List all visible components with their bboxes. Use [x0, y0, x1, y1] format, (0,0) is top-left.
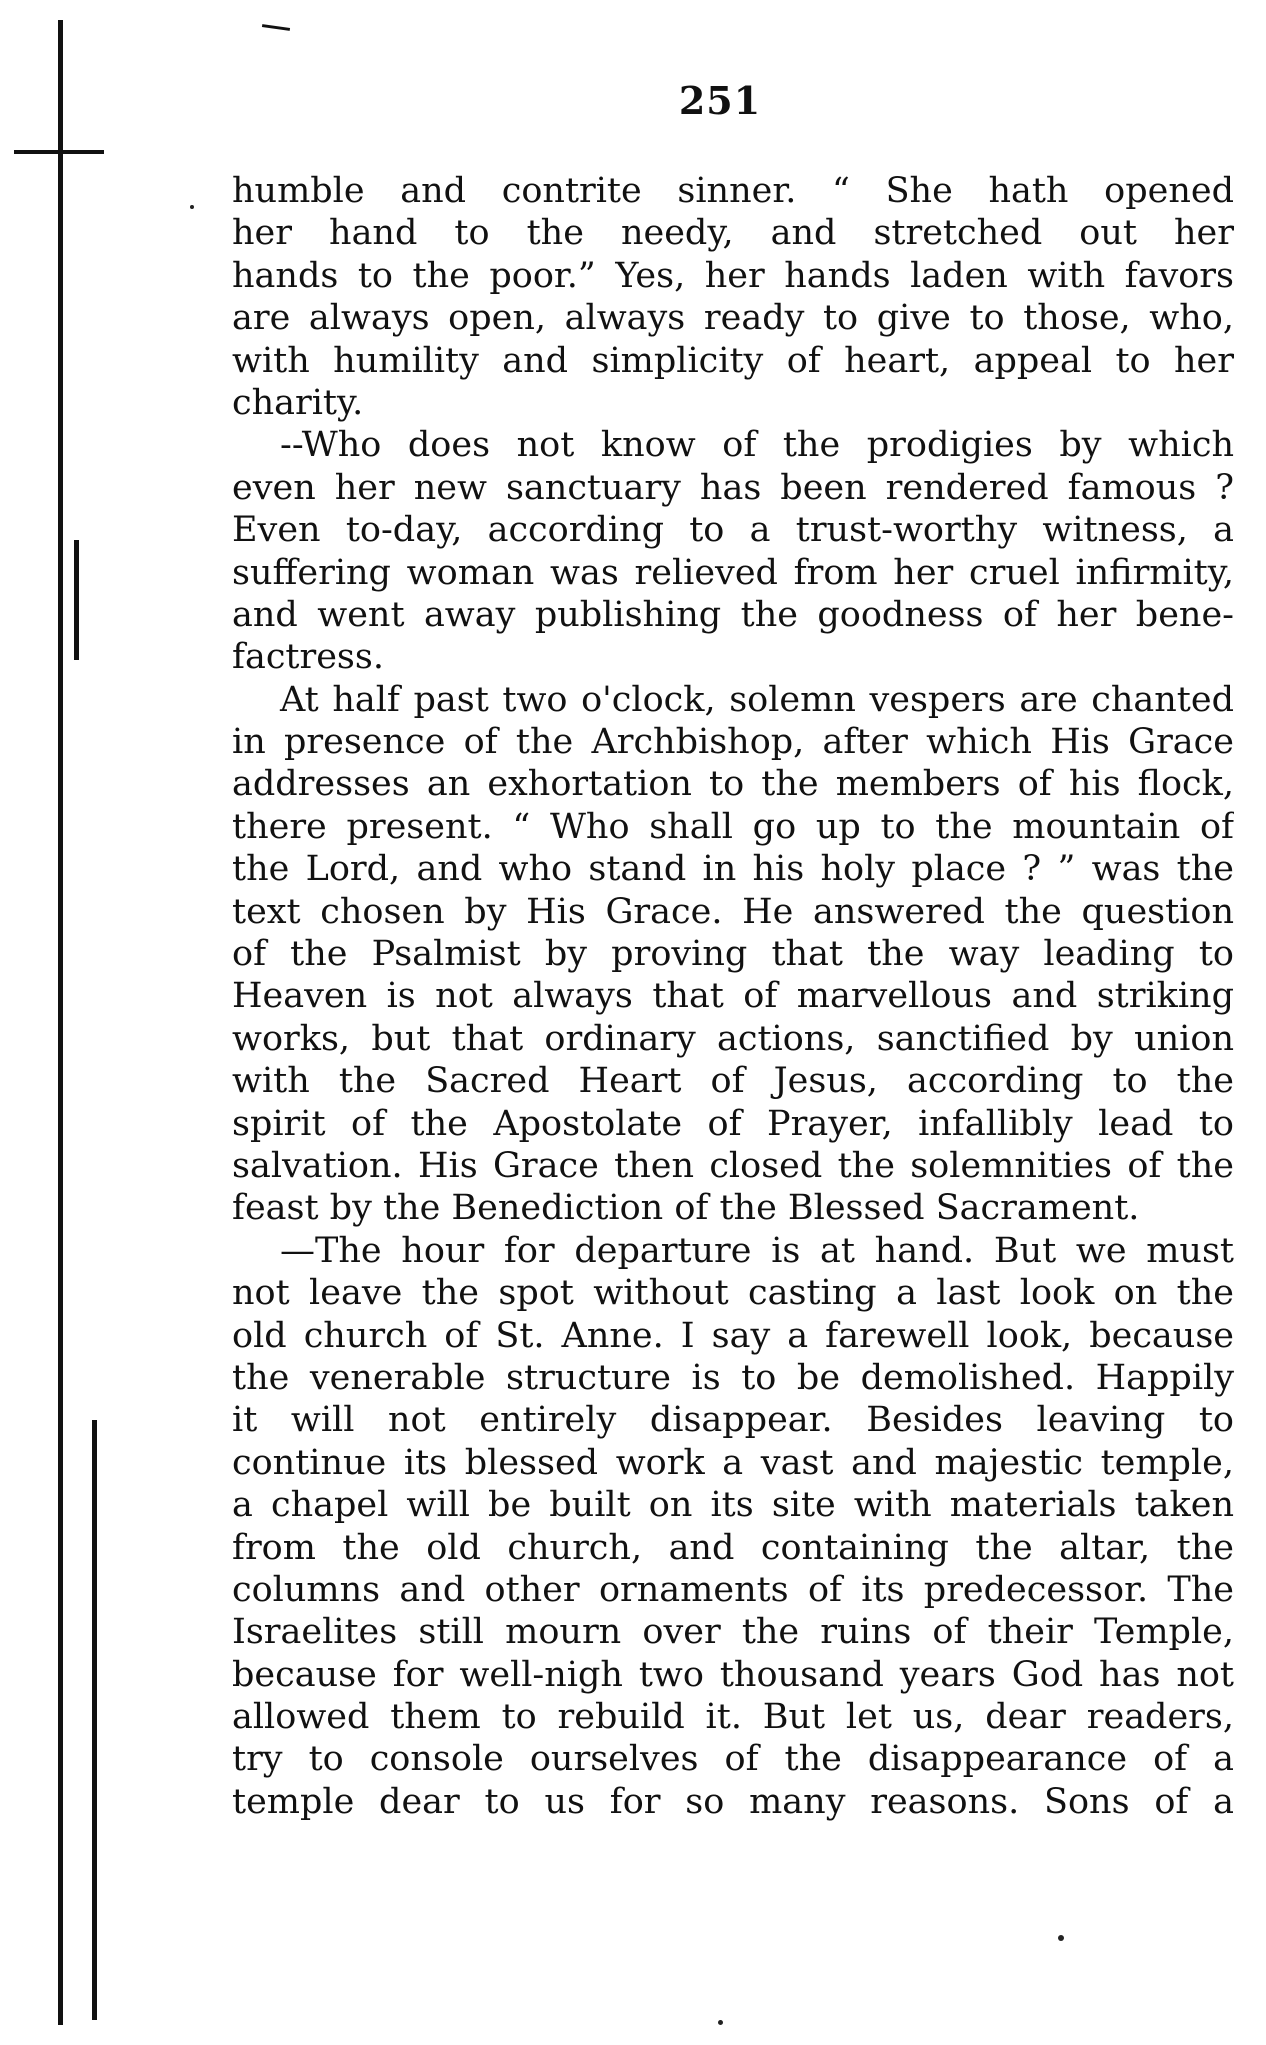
- text-line: because for well-nigh two thousand years God has not: [232, 1654, 1234, 1695]
- text-line: even her new sanctuary has been rendered famous ?: [232, 467, 1234, 508]
- binding-edge-thick-segment-lower: [92, 1420, 97, 2020]
- text-line: of the Psalmist by proving that the way leading to: [232, 934, 1234, 975]
- text-line: spirit of the Apostolate of Prayer, infallibly lead to: [232, 1103, 1234, 1144]
- text-line: old church of St. Anne. I say a farewell look, because: [232, 1315, 1234, 1356]
- text-line: charity.: [232, 382, 364, 423]
- text-line: columns and other ornaments of its predecessor. The: [232, 1569, 1234, 1610]
- text-line: the venerable structure is to be demolished. Happily: [232, 1357, 1234, 1398]
- text-line: with humility and simplicity of heart, appeal to her: [232, 340, 1234, 381]
- text-line: addresses an exhortation to the members of his flock,: [232, 764, 1234, 805]
- text-line: and went away publishing the goodness of her bene-: [232, 594, 1234, 635]
- text-line: continue its blessed work a vast and majestic temple,: [232, 1442, 1234, 1483]
- text-line: from the old church, and containing the altar, the: [232, 1527, 1234, 1568]
- text-line: feast by the Benediction of the Blessed Sacrament.: [232, 1188, 1140, 1229]
- text-line: suffering woman was relieved from her cruel infirmity,: [232, 552, 1234, 593]
- text-line: humble and contrite sinner. “ She hath opened: [232, 171, 1234, 211]
- text-line: Even to-day, according to a trust-worthy witness, a: [232, 510, 1234, 551]
- body-text: [232, 170, 1234, 1823]
- speck: [1058, 1935, 1064, 1941]
- binding-edge-thick-segment: [74, 540, 79, 660]
- text-line: hands to the poor.” Yes, her hands laden with favors: [232, 255, 1234, 296]
- text-line: --Who does not know of the prodigies by which: [280, 425, 1234, 466]
- text-line: temple dear to us for so many reasons. Sons of a: [232, 1781, 1234, 1822]
- text-line: are always open, always ready to give to those, who,: [232, 298, 1234, 339]
- text-line: her hand to the needy, and stretched out her: [232, 213, 1234, 254]
- text-line: Israelites still mourn over the ruins of their Temple,: [232, 1612, 1234, 1653]
- text-line: —The hour for departure is at hand. But we must: [280, 1230, 1234, 1271]
- text-line: a chapel will be built on its site with materials taken: [232, 1485, 1234, 1526]
- text-line: At half past two o'clock, solemn vespers are chanted: [280, 679, 1234, 720]
- text-line: salvation. His Grace then closed the solemnities of the: [232, 1145, 1234, 1186]
- text-line: with the Sacred Heart of Jesus, according to the: [232, 1061, 1234, 1102]
- text-line: there present. “ Who shall go up to the mountain of: [232, 806, 1234, 847]
- page-number: 251: [678, 78, 762, 123]
- text-line: in presence of the Archbishop, after which His Grace: [232, 722, 1234, 763]
- text-line: try to console ourselves of the disappearance of a: [232, 1739, 1234, 1780]
- text-line: works, but that ordinary actions, sanctified by union: [232, 1018, 1234, 1059]
- text-line: allowed them to rebuild it. But let us, dear readers,: [232, 1697, 1234, 1738]
- binding-edge-crossbar: [14, 150, 104, 154]
- text-line: it will not entirely disappear. Besides leaving to: [232, 1400, 1234, 1441]
- text-line: the Lord, and who stand in his holy place ? ” was the: [232, 849, 1234, 890]
- text-line: factress.: [232, 637, 384, 678]
- speck: [190, 205, 194, 209]
- text-line: text chosen by His Grace. He answered the question: [232, 891, 1234, 932]
- text-line: not leave the spot without casting a last look on the: [232, 1273, 1234, 1314]
- binding-edge-rule: [58, 20, 63, 2025]
- top-corner-mark: [262, 24, 290, 31]
- text-line: Heaven is not always that of marvellous and striking: [232, 976, 1234, 1017]
- speck: [718, 2020, 723, 2025]
